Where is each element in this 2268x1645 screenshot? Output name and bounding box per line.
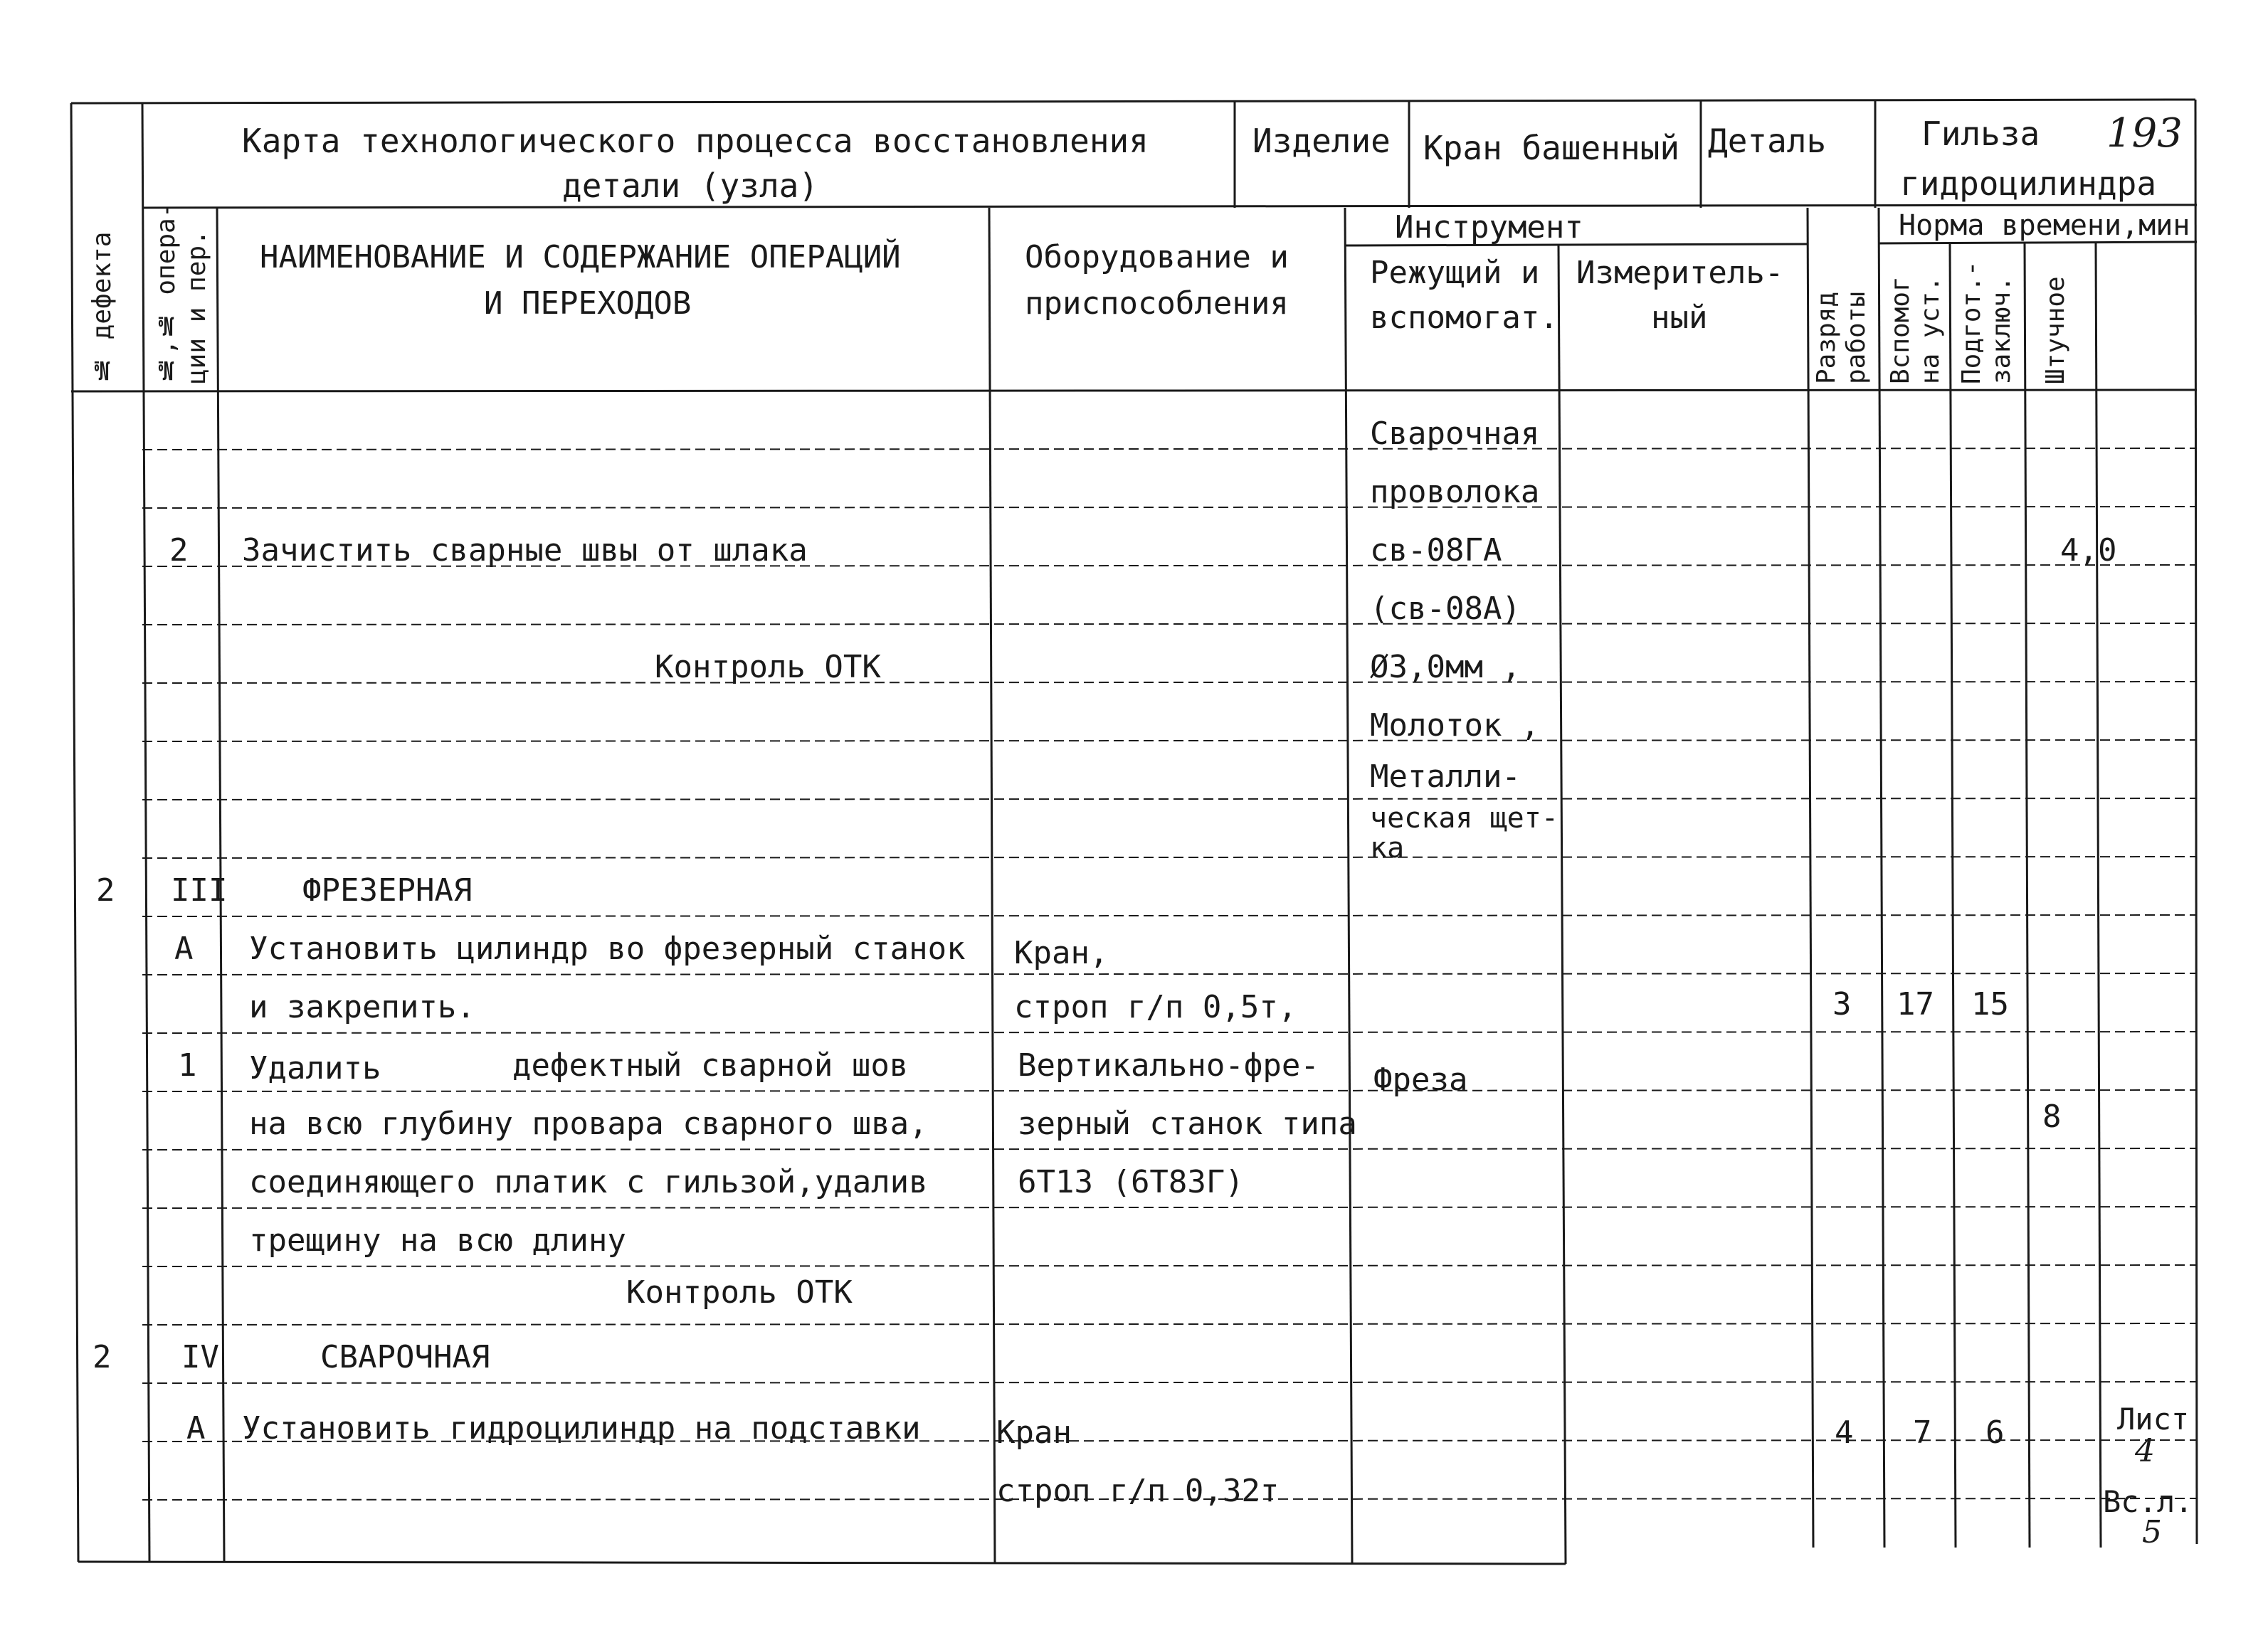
col-header-tool-measuring-line1: Измеритель- <box>1576 255 1784 291</box>
part-value-line2: гидроцилиндра <box>1900 164 2157 203</box>
col-header-ops-line1: НАИМЕНОВАНИЕ И СОДЕРЖАНИЕ ОПЕРАЦИЙ <box>260 239 901 275</box>
r9-defect: 2 <box>96 872 115 909</box>
r5-text: Контроль ОТК <box>655 649 881 685</box>
r15-text: трещину на всю длину <box>249 1222 626 1259</box>
r13-text: на всю глубину провара сварного шва, <box>249 1106 928 1142</box>
r11-prep: 15 <box>1971 986 2009 1022</box>
col-header-defect-no: № дефекта <box>88 231 117 384</box>
r12-equip: Вертикально-фре- <box>1018 1047 1319 1084</box>
col-header-equipment-line1: Оборудование и <box>1025 239 1289 275</box>
r12-text-b: дефектный сварной шов <box>512 1047 909 1084</box>
total-sheets-label: Вс.л. <box>2103 1484 2193 1519</box>
col-header-grade-line2: работы <box>1842 291 1871 384</box>
col-header-time-prep-line1: Подгот.- <box>1957 260 1986 384</box>
page-number: 193 <box>2106 110 2183 157</box>
r17-defect: 2 <box>93 1339 112 1375</box>
r3-op: 2 <box>169 532 189 568</box>
r3-tool: св-08ГА <box>1370 532 1502 568</box>
col-header-tool-group: Инструмент <box>1395 209 1583 245</box>
r11-aux: 17 <box>1897 986 1934 1022</box>
r13-piece: 8 <box>2042 1099 2062 1135</box>
sheet-value: 4 <box>2135 1433 2155 1469</box>
product-value: Кран башенный <box>1423 129 1680 167</box>
r13-equip: зерный станок типа <box>1018 1106 1357 1142</box>
col-header-op-no-line2: ции и пер. <box>182 230 211 384</box>
r11-text: и закрепить. <box>249 989 475 1025</box>
r18-grade: 4 <box>1835 1414 1854 1451</box>
r3-text: Зачистить сварные швы от шлака <box>242 532 808 568</box>
r16-text: Контроль ОТК <box>626 1274 853 1311</box>
r8-tool-a: ческая щет- <box>1370 802 1558 835</box>
r18-prep: 6 <box>1985 1414 2005 1451</box>
r19-equip: строп г/п 0,32т <box>996 1473 1280 1509</box>
col-header-tool-cutting-line2: вспомогат. <box>1370 300 1558 336</box>
r2-tool: проволока <box>1370 474 1540 510</box>
r9-op: III <box>171 872 228 909</box>
r17-text: СВАРОЧНАЯ <box>320 1339 490 1375</box>
r10-equip: Кран, <box>1014 935 1109 971</box>
r18-text: Установить гидроцилиндр на подставки <box>242 1410 921 1446</box>
r12-op: 1 <box>178 1047 197 1084</box>
form-title-line1: Карта технологического процесса восстановления <box>242 122 1149 160</box>
r9-text: ФРЕЗЕРНАЯ <box>302 872 473 909</box>
part-label: Деталь <box>1708 122 1827 160</box>
col-header-time-aux-line2: на уст. <box>1916 276 1945 384</box>
r12-text-a: Удалить <box>249 1050 381 1086</box>
col-header-time-prep-line2: заключ. <box>1987 276 2016 384</box>
col-header-grade-line1: Разряд <box>1812 291 1841 384</box>
col-header-time-aux-line1: Вспомог <box>1886 276 1915 384</box>
col-header-equipment-line2: приспособления <box>1025 285 1289 322</box>
r18-equip: Кран <box>996 1414 1072 1451</box>
r1-tool: Сварочная <box>1370 416 1540 452</box>
form-title-line2: детали (узла) <box>562 166 819 205</box>
col-header-tool-measuring-line2: ный <box>1651 300 1708 336</box>
col-header-op-no-line1: №,№ опера- <box>152 202 181 384</box>
product-label: Изделие <box>1252 122 1391 160</box>
r12-tool: Фреза <box>1373 1062 1468 1098</box>
r14-equip: 6Т13 (6Т83Г) <box>1018 1164 1244 1200</box>
sheet-label: Лист <box>2117 1402 2190 1437</box>
r8-tool-b: ка <box>1370 832 1405 864</box>
r18-op: А <box>186 1410 206 1446</box>
r18-aux: 7 <box>1913 1414 1932 1451</box>
total-sheets-value: 5 <box>2142 1514 2162 1550</box>
r10-op: А <box>174 931 194 967</box>
col-header-time-piece: Штучное <box>2041 276 2070 384</box>
col-header-time-group: Норма времени,мин <box>1899 209 2190 242</box>
col-header-ops-line2: И ПЕРЕХОДОВ <box>484 285 692 322</box>
r11-grade: 3 <box>1832 986 1852 1022</box>
r6-tool: Молоток , <box>1370 707 1540 744</box>
part-value-line1: Гильза <box>1921 115 2040 153</box>
r3-piece: 4,0 <box>2060 532 2117 568</box>
r14-text: соединяющего платик с гильзой,удалив <box>249 1164 928 1200</box>
r7-tool: Металли- <box>1370 758 1521 795</box>
r4-tool: (св-08А) <box>1370 591 1521 627</box>
r17-op: IV <box>181 1339 219 1375</box>
r5-tool: Ø3,0мм , <box>1370 649 1521 685</box>
col-header-tool-cutting-line1: Режущий и <box>1370 255 1540 291</box>
r10-text: Установить цилиндр во фрезерный станок <box>249 931 966 967</box>
r11-equip: строп г/п 0,5т, <box>1014 989 1297 1025</box>
